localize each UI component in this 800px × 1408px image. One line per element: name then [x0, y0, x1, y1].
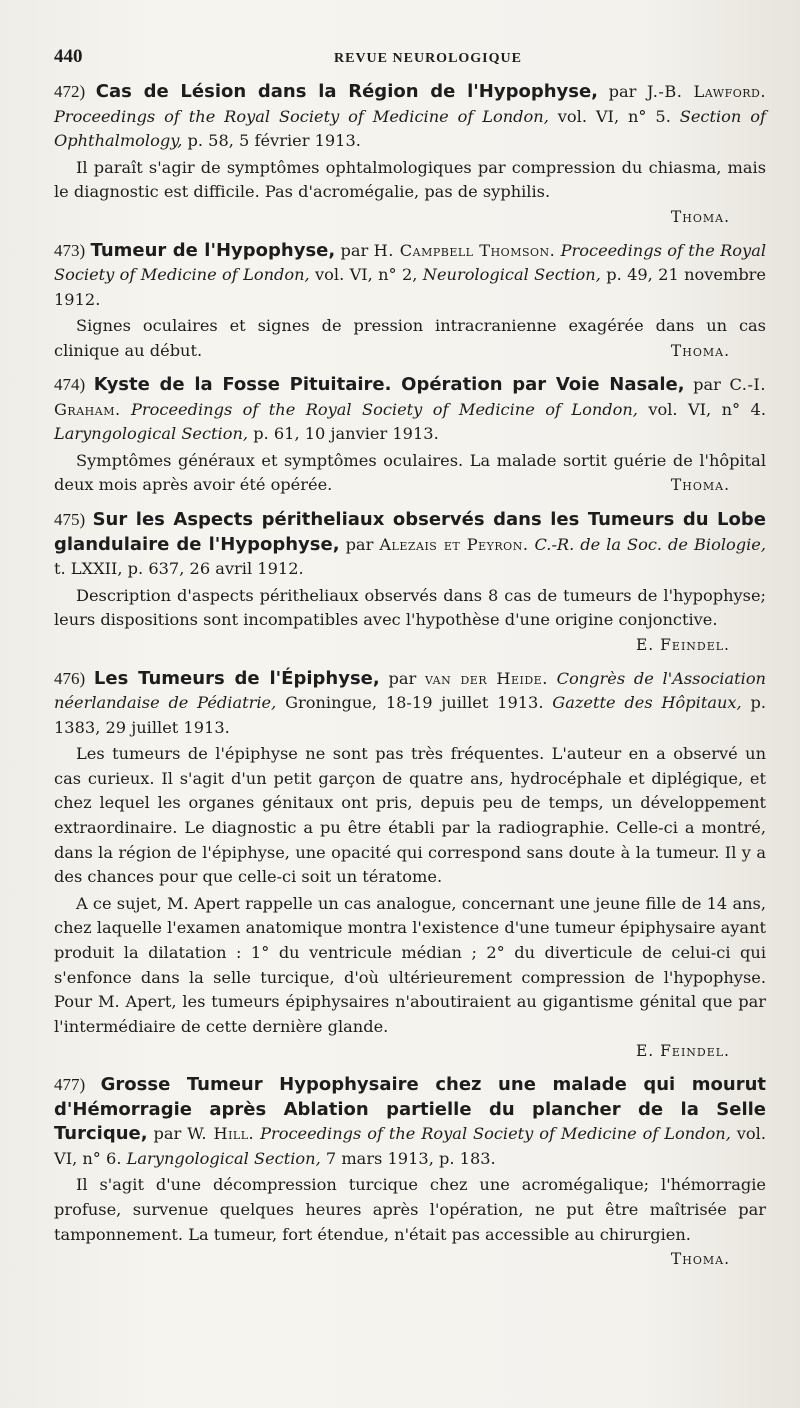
entry-title: Les Tumeurs de l'Épiphyse,	[93, 667, 380, 689]
entry-author: van der Heide.	[424, 668, 548, 688]
entry-472	[54, 80, 766, 229]
entry-section: Laryngological Section,	[54, 424, 249, 444]
entry-date: p. 61, 10 janvier 1913.	[253, 424, 439, 444]
entry-by: par	[693, 375, 721, 395]
entry-number: 474)	[54, 375, 86, 395]
entry-author: W. Hill.	[187, 1124, 255, 1144]
entry-summary-text: Description d'aspects péritheliaux observés dans 8 cas de tumeurs de l'hypophyse; leurs dispositions sont incompatibles avec l'hypothèse d'une origine conjonctive.	[54, 585, 766, 630]
page-number: 440	[54, 46, 83, 67]
entry-details: vol. VI, n° 6.	[54, 1124, 766, 1168]
entry-citation	[54, 667, 766, 741]
entry-citation	[54, 239, 766, 313]
entry-title: Tumeur de l'Hypophyse,	[90, 239, 336, 261]
entry-source: Proceedings of the Royal Society of Medicine of London,	[54, 240, 767, 285]
entry-details: vol. VI, n° 5.	[557, 106, 671, 126]
entry-summary	[54, 449, 766, 498]
entry-475	[54, 508, 766, 657]
entry-date: p. 49, 21 novembre 1912.	[54, 265, 767, 309]
entry-date: p. 58, 5 février 1913.	[187, 131, 361, 150]
entry-citation	[54, 80, 766, 154]
entry-citation	[54, 373, 766, 447]
entry-476	[54, 667, 766, 1064]
page-header	[54, 46, 766, 76]
entry-section: Gazette des Hôpitaux,	[552, 693, 742, 713]
entry-author: C.-I. Graham.	[54, 375, 766, 419]
entry-477	[54, 1073, 766, 1271]
entry-number: 473)	[54, 240, 86, 260]
entry-date: p. 1383, 29 juillet 1913.	[54, 693, 766, 737]
entry-summary	[54, 314, 766, 363]
entry-signature: E. Feindel.	[635, 1042, 730, 1061]
entry-date: 7 mars 1913, p. 183.	[325, 1148, 496, 1168]
entry-signature: Thoma.	[670, 1250, 730, 1269]
entry-summary	[54, 584, 766, 657]
entry-summary-text: Signes oculaires et signes de pression intracranienne exagérée dans un cas clinique au début.	[54, 316, 766, 360]
entry-title: Kyste de la Fosse Pituitaire. Opération par Voie Nasale,	[93, 374, 685, 396]
entry-473	[54, 239, 766, 364]
entry-section: Neurological Section,	[422, 265, 601, 285]
entry-summary-text: Symptômes généraux et symptômes oculaires. La malade sortit guérie de l'hôpital deux mois après avoir été opérée.	[54, 450, 766, 495]
entry-source: Congrès de l'Association néerlandaise de Pédiatrie,	[54, 668, 766, 713]
entry-author: J.-B. Lawford.	[647, 82, 766, 101]
entry-title: Cas de Lésion dans la Région de l'Hypophyse,	[95, 81, 599, 102]
entry-author: Alezais et Peyron.	[379, 534, 529, 554]
entry-details: vol. VI, n° 2,	[315, 265, 418, 285]
entry-details: Groningue, 18-19 juillet 1913.	[285, 693, 544, 713]
entry-citation	[54, 508, 766, 582]
entry-number: 472)	[54, 82, 86, 101]
entry-number: 477)	[54, 1075, 86, 1095]
entry-details: t. LXXII, p. 637, 26 avril 1912.	[54, 559, 304, 579]
entry-summary-continued: A ce sujet, M. Apert rappelle un cas analogue, concernant une jeune fille de 14 ans, chez laquelle l'examen anatomique montra l'existence d'une tumeur épiphysaire ayant produit la dilatation : 1° du ventricule médian ; 2° du diverticule de celui-ci qui s'enfonce dans la selle turcique, d'où ultérieurement compression de l'hypophyse. Pour M. Apert, les tumeurs épiphysaires n'aboutiraient au gigantisme génital que par l'intermédiaire de cette dernière glande.	[54, 893, 766, 1036]
entry-source: C.-R. de la Soc. de Biologie,	[534, 534, 767, 554]
entry-number: 475)	[54, 510, 86, 530]
entry-number: 476)	[54, 668, 86, 688]
entry-title: Grosse Tumeur Hypophysaire chez une malade qui mourut d'Hémorragie après Ablation partielle du plancher de la Selle Turcique,	[54, 1074, 766, 1145]
entry-summary: Il s'agit d'une décompression turcique chez une acromégalique; l'hémorragie profuse, survenue quelques heures après l'opération, ne put être maîtrisée par tamponnement. La tumeur, fort étendue, n'était pas accessible au chirurgien.	[54, 1175, 766, 1244]
entry-signature: Thoma.	[670, 476, 730, 495]
entry-summary: Les tumeurs de l'épiphyse ne sont pas très fréquentes. L'auteur en a observé un cas curieux. Il s'agit d'un petit garçon de quatre ans, hydrocéphale et diplégique, et chez lequel les organes génitaux ont pris, depuis peu de temps, un développement extraordinaire. Le diagnostic a pu être établi par la radiographie. Celle-ci a montré, dans la région de l'épiphyse, une opacité qui correspond sans doute à la tumeur. Il y a des chances pour que celle-ci soit un tératome.	[54, 744, 766, 887]
entry-details: vol. VI, n° 4.	[648, 399, 766, 419]
entry-summary: Il paraît s'agir de symptômes ophtalmologiques par compression du chiasma, mais le diagnostic est difficile. Pas d'acromégalie, pas de syphilis.	[54, 157, 766, 202]
entry-source: Proceedings of the Royal Society of Medicine of London,	[131, 399, 638, 419]
entry-source: Proceedings of the Royal Society of Medicine of London,	[54, 106, 549, 126]
entry-by: par	[340, 240, 369, 260]
entry-section: Section of Ophthalmology,	[54, 106, 766, 150]
entry-section: Laryngological Section,	[126, 1148, 321, 1168]
entry-by: par	[345, 534, 374, 554]
entry-author: H. Campbell Thomson.	[373, 240, 556, 260]
entry-by: par	[153, 1124, 182, 1144]
entry-by: par	[608, 82, 637, 101]
entry-citation	[54, 1073, 766, 1171]
running-head: REVUE NEUROLOGIQUE	[334, 51, 522, 66]
entry-signature: E. Feindel.	[635, 635, 730, 654]
entry-by: par	[388, 668, 417, 688]
entry-signature: Thoma.	[670, 341, 730, 360]
entry-source: Proceedings of the Royal Society of Medicine of London,	[260, 1124, 731, 1144]
entry-title: Sur les Aspects péritheliaux observés dans les Tumeurs du Lobe glandulaire de l'Hypophyse,	[54, 509, 766, 555]
entry-signature: Thoma.	[670, 207, 730, 226]
entry-474	[54, 373, 766, 498]
